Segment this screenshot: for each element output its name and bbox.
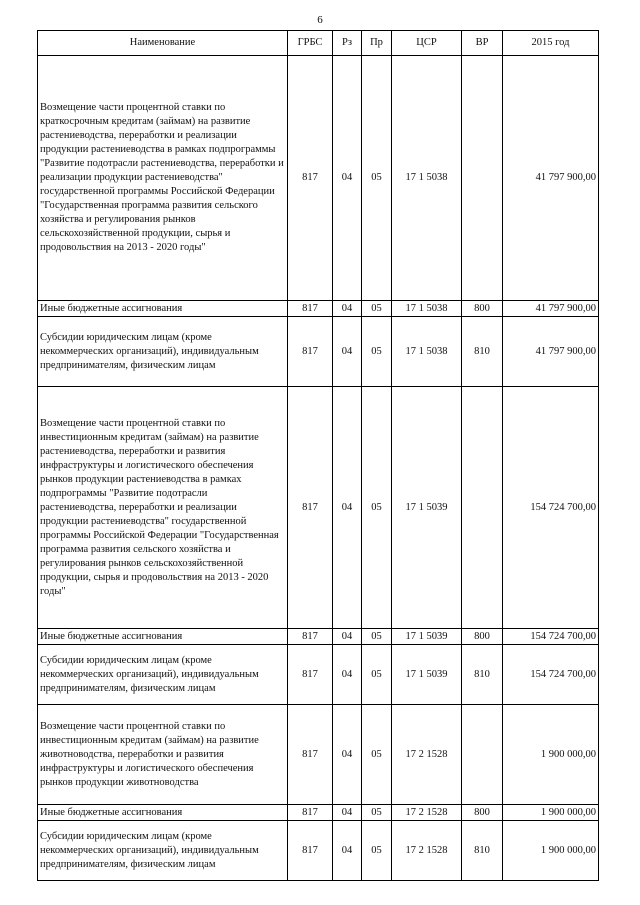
table-row [38, 301, 599, 317]
row-amount: 154 724 700,00 [503, 387, 599, 629]
row-amount: 1 900 000,00 [503, 805, 599, 821]
page-number: 6 [317, 14, 323, 26]
row-name: Иные бюджетные ассигнования [38, 805, 288, 821]
row-vr [462, 387, 503, 629]
row-rz: 04 [333, 317, 362, 387]
header-csr: ЦСР [392, 31, 462, 56]
header-rz: Рз [333, 31, 362, 56]
row-pr: 05 [362, 387, 392, 629]
row-csr: 17 2 1528 [392, 805, 462, 821]
row-csr: 17 1 5038 [392, 317, 462, 387]
table-row [38, 629, 599, 645]
row-grbs: 817 [288, 387, 333, 629]
row-name: Возмещение части процентной ставки по инвестиционным кредитам (займам) на развитие животноводства, переработки и развития инфраструктуры и логистического обеспечения рынков продукции животноводства [38, 705, 288, 805]
header-grbs: ГРБС [288, 31, 333, 56]
row-csr: 17 1 5039 [392, 629, 462, 645]
row-amount: 154 724 700,00 [503, 629, 599, 645]
row-pr: 05 [362, 645, 392, 705]
row-rz: 04 [333, 645, 362, 705]
row-rz: 04 [333, 805, 362, 821]
table-row [38, 821, 599, 881]
row-name: Иные бюджетные ассигнования [38, 629, 288, 645]
row-grbs: 817 [288, 56, 333, 301]
row-vr [462, 705, 503, 805]
row-amount: 41 797 900,00 [503, 56, 599, 301]
row-rz: 04 [333, 387, 362, 629]
row-pr: 05 [362, 317, 392, 387]
row-grbs: 817 [288, 301, 333, 317]
row-name: Субсидии юридическим лицам (кроме некоммерческих организаций), индивидуальным предпринимателям, физическим лицам [38, 821, 288, 881]
row-grbs: 817 [288, 645, 333, 705]
table-row [38, 387, 599, 629]
row-vr: 810 [462, 317, 503, 387]
row-grbs: 817 [288, 805, 333, 821]
row-csr: 17 2 1528 [392, 705, 462, 805]
row-amount: 41 797 900,00 [503, 317, 599, 387]
row-vr [462, 56, 503, 301]
table-row [38, 56, 599, 301]
row-grbs: 817 [288, 629, 333, 645]
row-rz: 04 [333, 821, 362, 881]
row-pr: 05 [362, 629, 392, 645]
row-amount: 1 900 000,00 [503, 705, 599, 805]
row-name: Возмещение части процентной ставки по краткосрочным кредитам (займам) на развитие растениеводства, переработки и реализации продукции растениеводства в рамках подпрограммы "Развитие подотрасли растениеводства, переработки и реализации продукции растениеводства" государственной программы Российской Федерации "Государственная программа развития сельского хозяйства и регулирования рынков сельскохозяйственной продукции, сырья и продовольствия на 2013 - 2020 годы" [38, 56, 288, 301]
row-name: Субсидии юридическим лицам (кроме некоммерческих организаций), индивидуальным предпринимателям, физическим лицам [38, 645, 288, 705]
row-vr: 800 [462, 805, 503, 821]
header-pr: Пр [362, 31, 392, 56]
row-rz: 04 [333, 629, 362, 645]
row-vr: 800 [462, 629, 503, 645]
row-vr: 800 [462, 301, 503, 317]
header-name: Наименование [38, 31, 288, 56]
row-pr: 05 [362, 705, 392, 805]
row-pr: 05 [362, 301, 392, 317]
row-grbs: 817 [288, 317, 333, 387]
row-rz: 04 [333, 56, 362, 301]
row-vr: 810 [462, 645, 503, 705]
table-row [38, 805, 599, 821]
table-row [38, 317, 599, 387]
row-vr: 810 [462, 821, 503, 881]
row-name: Субсидии юридическим лицам (кроме некоммерческих организаций), индивидуальным предпринимателям, физическим лицам [38, 317, 288, 387]
row-csr: 17 1 5039 [392, 387, 462, 629]
header-year: 2015 год [503, 31, 599, 56]
row-rz: 04 [333, 301, 362, 317]
table-row [38, 645, 599, 705]
row-amount: 154 724 700,00 [503, 645, 599, 705]
row-csr: 17 1 5038 [392, 301, 462, 317]
row-amount: 41 797 900,00 [503, 301, 599, 317]
row-csr: 17 1 5039 [392, 645, 462, 705]
row-name: Иные бюджетные ассигнования [38, 301, 288, 317]
header-vr: ВР [462, 31, 503, 56]
row-csr: 17 2 1528 [392, 821, 462, 881]
row-rz: 04 [333, 705, 362, 805]
row-amount: 1 900 000,00 [503, 821, 599, 881]
row-grbs: 817 [288, 705, 333, 805]
row-name: Возмещение части процентной ставки по инвестиционным кредитам (займам) на развитие растениеводства, переработки и развития инфраструктуры и логистического обеспечения рынков продукции растениеводства в рамках подпрограммы "Развитие подотрасли растениеводства, переработки и реализации продукции растениеводства" государственной программы Российской Федерации "Государственная программа развития сельского хозяйства и регулирования рынков сельскохозяйственной продукции, сырья и продовольствия на 2013 - 2020 годы" [38, 387, 288, 629]
row-grbs: 817 [288, 821, 333, 881]
row-pr: 05 [362, 821, 392, 881]
row-pr: 05 [362, 805, 392, 821]
table-header-row [38, 31, 599, 56]
table-row [38, 705, 599, 805]
row-csr: 17 1 5038 [392, 56, 462, 301]
row-pr: 05 [362, 56, 392, 301]
budget-table [37, 30, 599, 881]
